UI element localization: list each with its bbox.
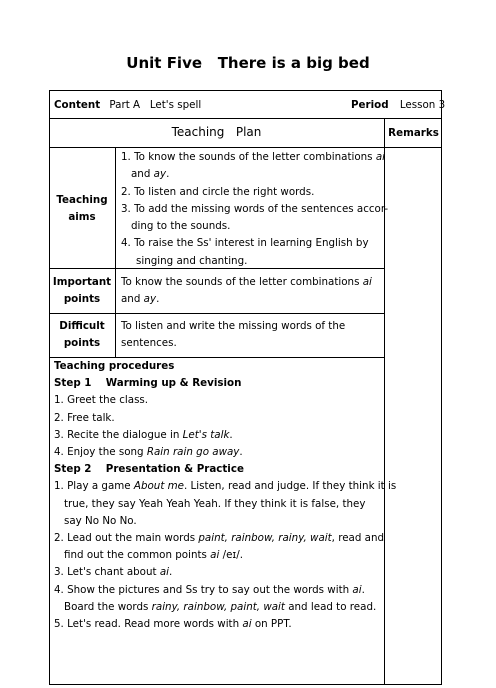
aims-line: ding to the sounds.	[131, 220, 231, 233]
step-heading: Step 2 Presentation & Practice	[54, 463, 244, 476]
aims-line: 2. To listen and circle the right words.	[121, 185, 315, 198]
procedures-heading: Teaching procedures	[54, 360, 175, 372]
procedure-line: 1. Greet the class.	[54, 394, 149, 407]
procedure-line: find out the common points ai /eɪ/.	[64, 549, 243, 562]
important-text	[121, 274, 372, 309]
remarks-heading: Remarks	[388, 127, 439, 139]
difficult-label-line: points	[63, 337, 101, 350]
procedure-line: 5. Let's read. Read more words with ai on PPT.	[54, 618, 292, 631]
procedure-line: 3. Let's chant about ai.	[54, 566, 173, 579]
important-label-line: Important	[52, 276, 112, 288]
period-label: Period	[351, 99, 389, 111]
important-line: and ay.	[121, 293, 160, 306]
plan-heading: Teaching Plan	[171, 125, 262, 139]
difficult-line: To listen and write the missing words of the	[121, 320, 346, 332]
aims-label	[49, 192, 115, 227]
important-line: To know the sounds of the letter combinations ai	[121, 276, 372, 288]
procedure-line: 1. Play a game About me. Listen, read and judge. If they think it is	[54, 480, 397, 493]
important-label-line: points	[63, 293, 101, 306]
content-row	[54, 97, 201, 114]
page-title: Unit Five There is a big bed	[126, 54, 370, 72]
column-divider	[115, 147, 116, 358]
aims-label-line: Teaching	[56, 194, 108, 206]
procedure-line: 2. Free talk.	[54, 411, 115, 424]
procedure-line: 4. Enjoy the song Rain rain go away.	[54, 446, 243, 459]
content-value: Part A Let's spell	[109, 99, 202, 111]
aims-line: and ay.	[131, 168, 170, 181]
procedure-line: say No No No.	[64, 514, 137, 527]
content-label: Content	[54, 99, 101, 111]
procedures-text	[54, 358, 396, 633]
period-row	[351, 97, 445, 114]
aims-line: 4. To raise the Ss' interest in learning English by	[121, 237, 369, 250]
difficult-label-line: Difficult	[59, 320, 105, 332]
difficult-text	[121, 318, 345, 353]
procedure-line: 4. Show the pictures and Ss try to say out the words with ai.	[54, 583, 365, 596]
aims-line: 3. To add the missing words of the sentences accor-	[121, 202, 389, 215]
period-value: Lesson 3	[399, 99, 446, 111]
aims-text	[121, 149, 388, 270]
procedure-line: Board the words rainy, rainbow, paint, wait and lead to read.	[64, 600, 377, 613]
procedure-line: true, they say Yeah Yeah Yeah. If they think it is false, they	[64, 497, 366, 510]
difficult-label	[49, 318, 115, 353]
row-divider	[49, 313, 385, 314]
procedure-line: 2. Lead out the main words paint, rainbow, rainy, wait, read and	[54, 532, 385, 545]
important-label	[49, 274, 115, 309]
step-heading: Step 1 Warming up & Revision	[54, 377, 242, 390]
aims-label-line: aims	[68, 211, 96, 224]
difficult-line: sentences.	[121, 337, 177, 350]
aims-line: singing and chanting.	[136, 254, 248, 267]
aims-line: 1. To know the sounds of the letter combinations ai	[121, 151, 385, 163]
procedure-line: 3. Recite the dialogue in Let's talk.	[54, 428, 233, 441]
